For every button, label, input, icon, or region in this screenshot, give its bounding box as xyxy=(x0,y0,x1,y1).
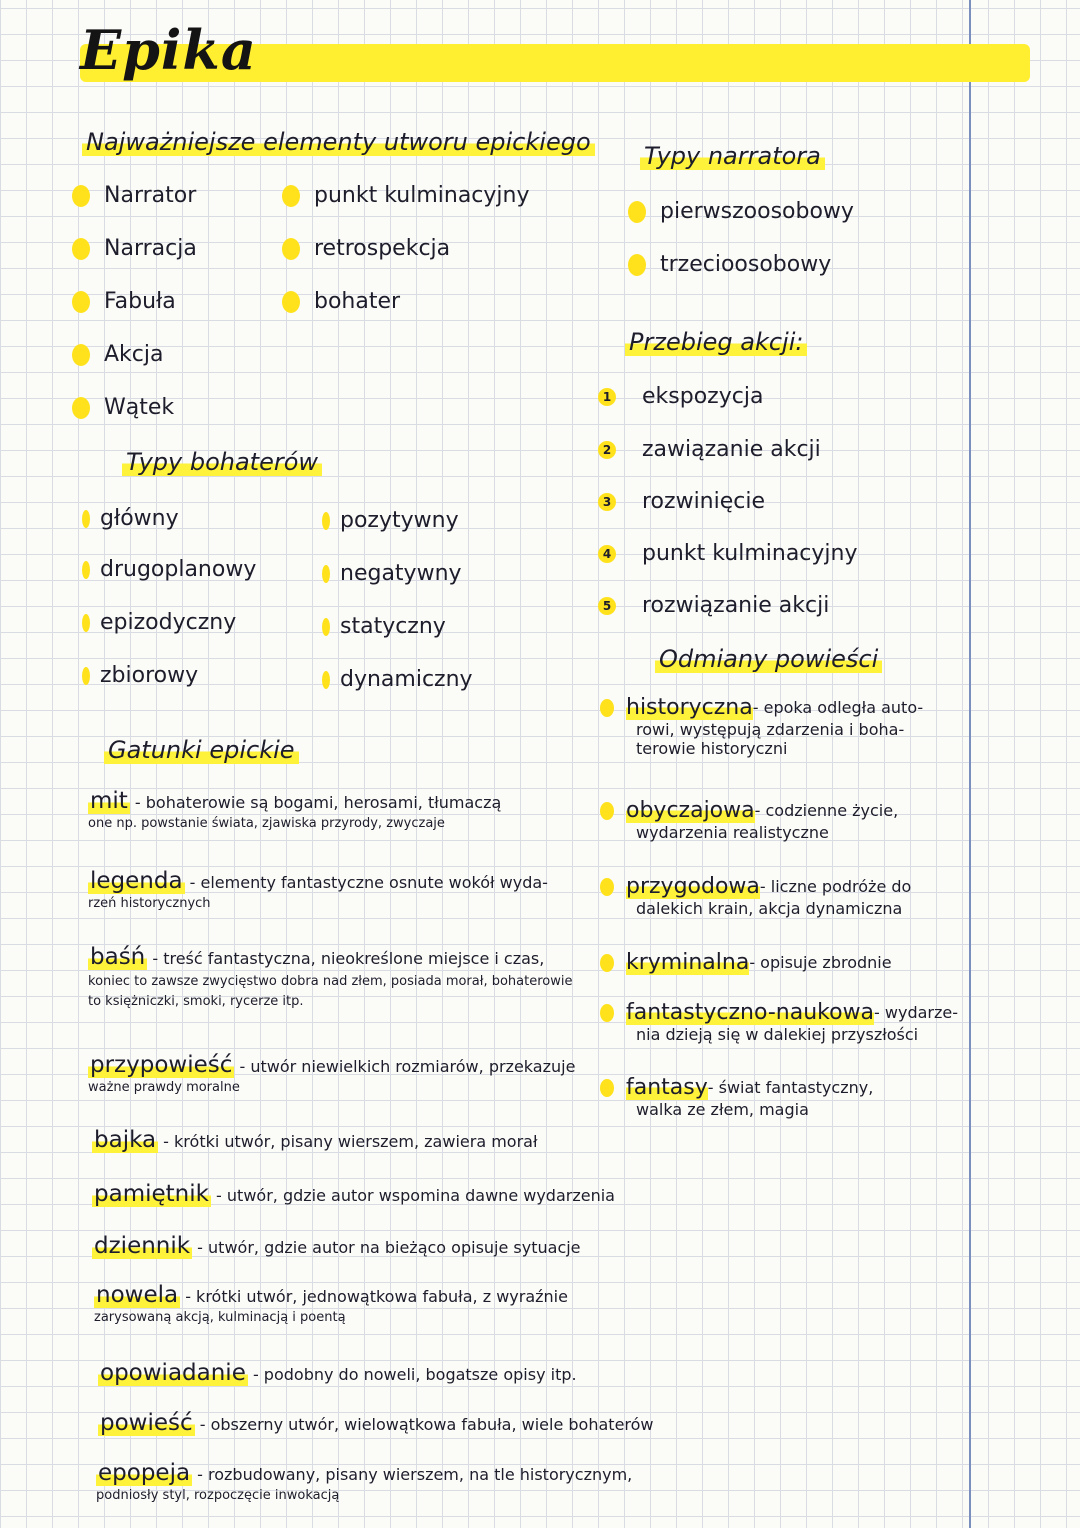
list-item: zbiorowy xyxy=(82,663,198,688)
bullet-icon xyxy=(72,291,90,313)
list-item: negatywny xyxy=(322,561,462,586)
genres-heading: Gatunki epickie xyxy=(104,736,299,764)
list-item: bohater xyxy=(282,289,400,314)
list-item: Narracja xyxy=(72,236,197,261)
bullet-icon xyxy=(72,238,90,260)
bullet-icon xyxy=(82,510,90,528)
genre-item: epopeja - rozbudowany, pisany wierszem, na tle historycznym, podniosły styl, rozpoczęcie inwokacją xyxy=(96,1460,633,1503)
step-number: 5 xyxy=(598,597,616,615)
plot-step: 1 ekspozycja xyxy=(598,384,763,409)
genre-item: legenda - elementy fantastyczne osnute wokół wyda- rzeń historycznych xyxy=(88,868,548,911)
genre-item: dziennik - utwór, gdzie autor na bieżąco opisuje sytuacje xyxy=(94,1233,581,1259)
list-item: Fabuła xyxy=(72,289,176,314)
bullet-icon xyxy=(282,291,300,313)
list-item: Akcja xyxy=(72,342,163,367)
genre-item: baśń - treść fantastyczna, nieokreślone miejsce i czas, koniec to zawsze zwycięstwo dobra nad złem, posiada morał, bohaterowie to księżniczki, smoki, rycerze itp. xyxy=(88,944,573,1009)
list-item: retrospekcja xyxy=(282,236,450,261)
plot-step: 5 rozwiązanie akcji xyxy=(598,593,829,618)
genre-item: powieść - obszerny utwór, wielowątkowa fabuła, wiele bohaterów xyxy=(100,1410,654,1436)
elements-heading: Najważniejsze elementy utworu epickiego xyxy=(82,128,595,156)
novel-types-heading: Odmiany powieści xyxy=(655,645,882,673)
plot-step: 2 zawiązanie akcji xyxy=(598,437,821,462)
genre-item: mit - bohaterowie są bogami, herosami, tłumaczą one np. powstanie świata, zjawiska przyrody, zwyczaje xyxy=(88,788,502,831)
list-item: statyczny xyxy=(322,614,446,639)
genre-item: nowela - krótki utwór, jednowątkowa fabuła, z wyraźnie zarysowaną akcją, kulminacją i poentą xyxy=(94,1282,568,1325)
margin-line xyxy=(969,0,971,1528)
step-number: 4 xyxy=(598,545,616,563)
step-number: 1 xyxy=(598,388,616,406)
bullet-icon xyxy=(82,667,90,685)
bullet-icon xyxy=(82,614,90,632)
bullet-icon xyxy=(282,185,300,207)
genre-item: pamiętnik - utwór, gdzie autor wspomina dawne wydarzenia xyxy=(94,1181,615,1207)
bullet-icon xyxy=(600,699,614,717)
step-number: 3 xyxy=(598,493,616,511)
novel-type-item: obyczajowa - codzienne życie, wydarzenia realistyczne xyxy=(600,798,930,842)
list-item: dynamiczny xyxy=(322,667,473,692)
genre-item: przypowieść - utwór niewielkich rozmiarów, przekazuje ważne prawdy moralne xyxy=(88,1052,576,1095)
genre-item: opowiadanie - podobny do noweli, bogatsze opisy itp. xyxy=(100,1360,577,1386)
novel-type-item: historyczna - epoka odległa auto- rowi, występują zdarzenia i boha- terowie historyczni xyxy=(600,695,930,758)
genre-item: bajka - krótki utwór, pisany wierszem, zawiera morał xyxy=(94,1127,538,1153)
plot-heading: Przebieg akcji: xyxy=(625,328,807,356)
bullet-icon xyxy=(322,512,330,530)
plot-step: 3 rozwinięcie xyxy=(598,489,765,514)
list-item: Wątek xyxy=(72,395,174,420)
page-title: Epika xyxy=(80,18,257,82)
bullet-icon xyxy=(628,201,646,223)
bullet-icon xyxy=(72,344,90,366)
bullet-icon xyxy=(322,565,330,583)
plot-step: 4 punkt kulminacyjny xyxy=(598,541,858,566)
bullet-icon xyxy=(282,238,300,260)
list-item: Narrator xyxy=(72,183,196,208)
hero-types-heading: Typy bohaterów xyxy=(122,448,322,476)
novel-type-item: fantastyczno-naukowa - wydarze- nia dzieją się w dalekiej przyszłości xyxy=(600,1000,930,1044)
list-item: pierwszoosobowy xyxy=(628,199,854,224)
bullet-icon xyxy=(72,185,90,207)
bullet-icon xyxy=(82,561,90,579)
bullet-icon xyxy=(322,618,330,636)
novel-type-item: przygodowa - liczne podróże do dalekich krain, akcja dynamiczna xyxy=(600,874,930,918)
list-item: drugoplanowy xyxy=(82,557,256,582)
narrator-types-heading: Typy narratora xyxy=(640,142,825,170)
novel-type-item: fantasy - świat fantastyczny, walka ze złem, magia xyxy=(600,1075,930,1119)
list-item: epizodyczny xyxy=(82,610,236,635)
bullet-icon xyxy=(322,671,330,689)
bullet-icon xyxy=(628,254,646,276)
list-item: trzecioosobowy xyxy=(628,252,831,277)
list-item: pozytywny xyxy=(322,508,459,533)
step-number: 2 xyxy=(598,441,616,459)
list-item: główny xyxy=(82,506,179,531)
list-item: punkt kulminacyjny xyxy=(282,183,530,208)
novel-type-item: kryminalna - opisuje zbrodnie xyxy=(600,950,930,975)
bullet-icon xyxy=(72,397,90,419)
